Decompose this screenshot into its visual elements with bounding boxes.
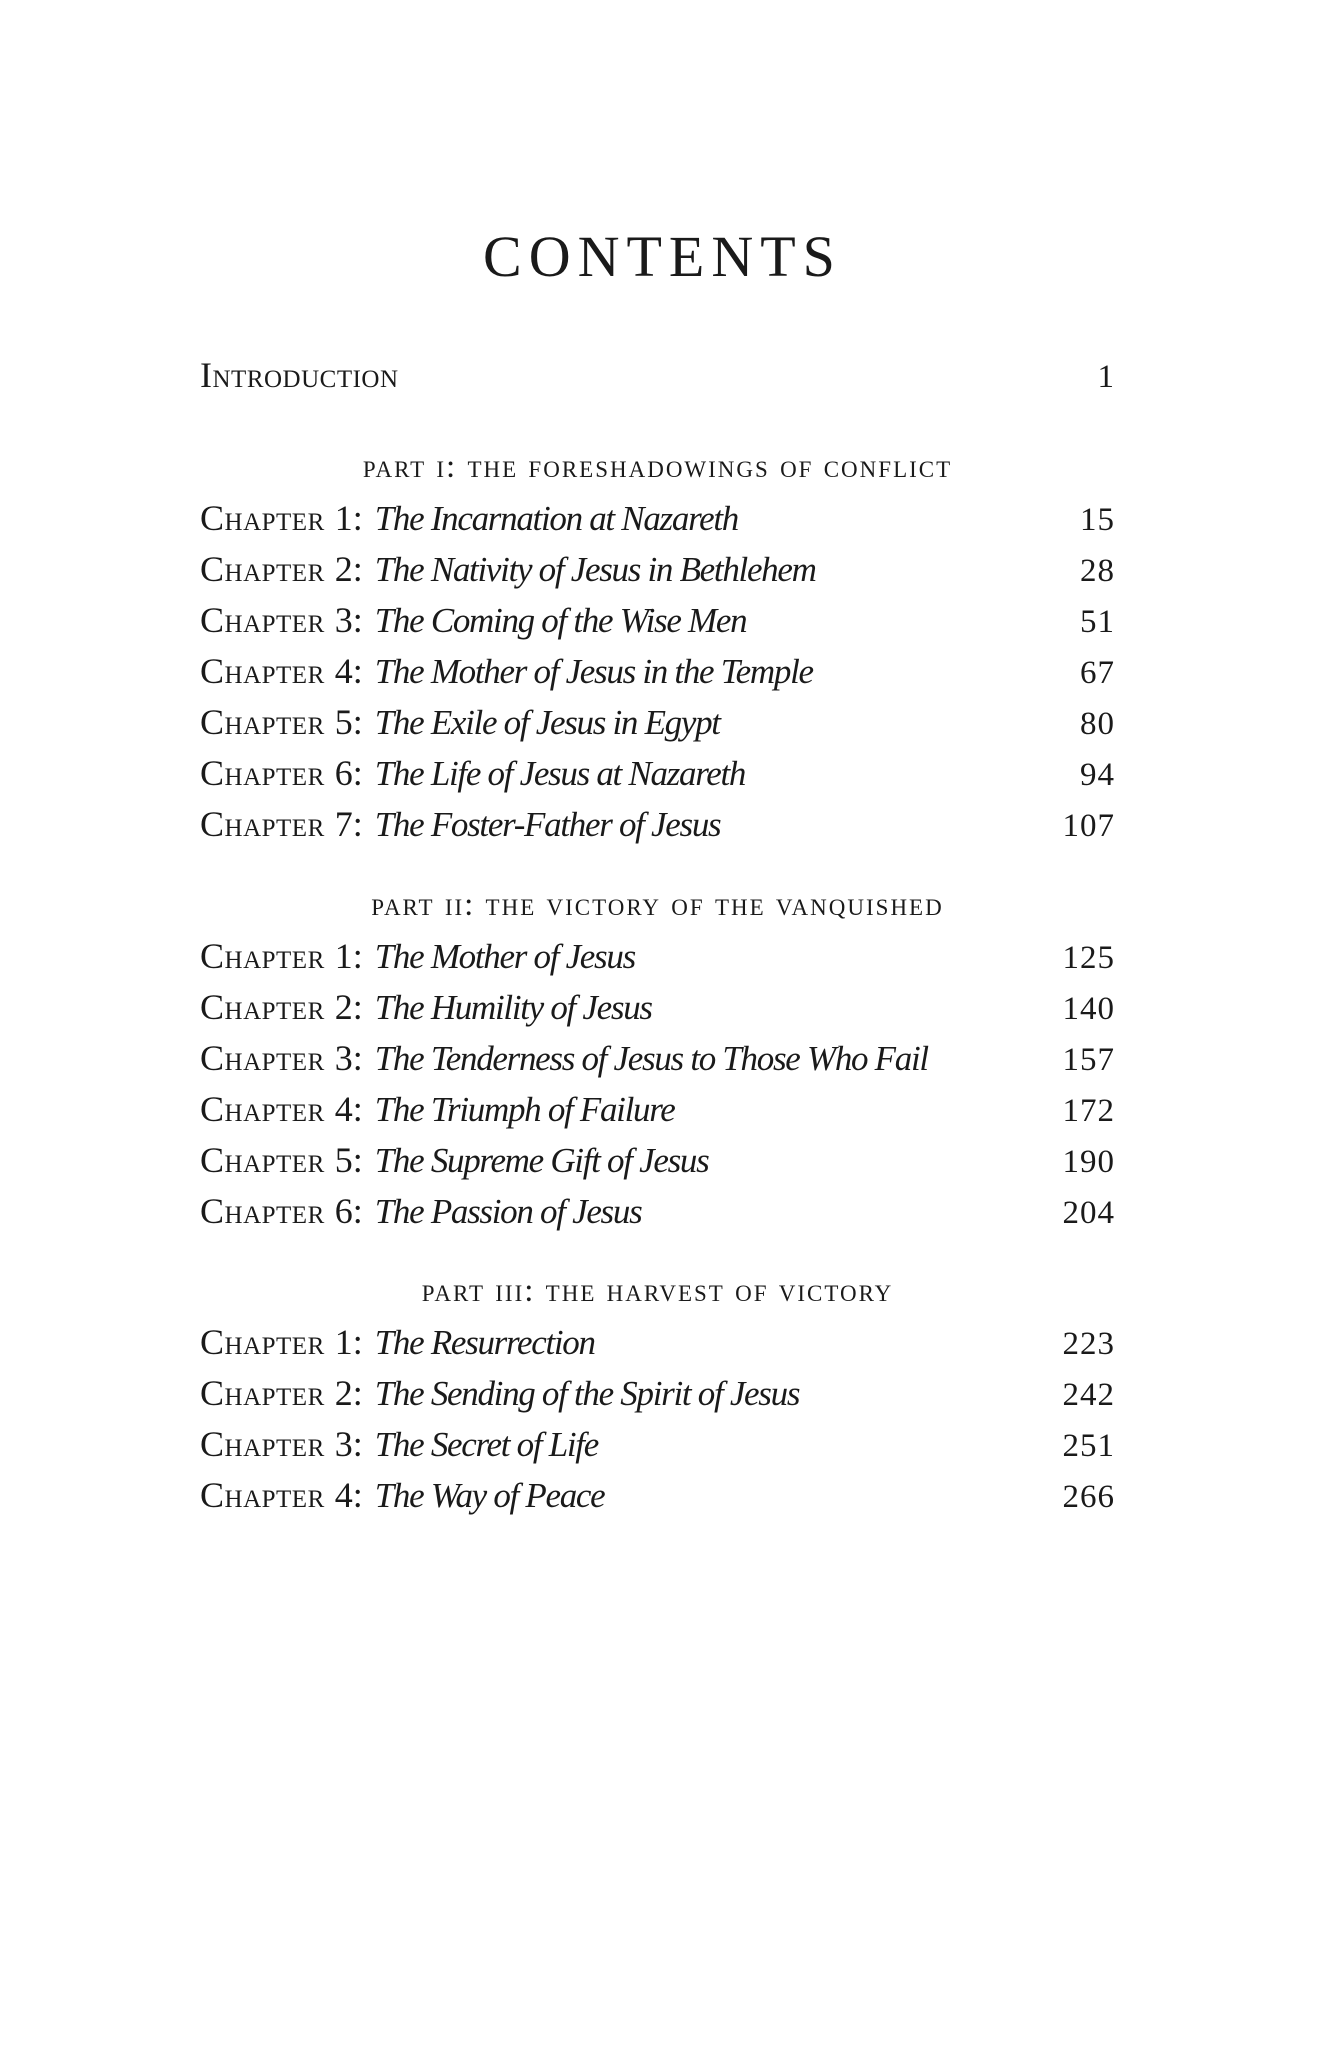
page-number: 242 (1062, 1377, 1115, 1413)
page-number: 204 (1062, 1195, 1115, 1231)
chapter-number: 3 (334, 1038, 353, 1078)
chapter-number: 7 (334, 804, 353, 844)
chapter-number: 1 (334, 498, 353, 538)
separator: : (352, 936, 363, 976)
chapter-label: Chapter (200, 1373, 325, 1413)
page-number: 157 (1062, 1042, 1115, 1078)
toc-chapter[interactable] (200, 1186, 1115, 1236)
page-number: 223 (1062, 1326, 1115, 1362)
chapter-title: The Supreme Gift of Jesus (374, 1141, 709, 1180)
toc-chapter[interactable] (200, 1084, 1115, 1134)
page-number: 28 (1080, 553, 1115, 589)
chapter-title: The Triumph of Failure (374, 1090, 675, 1129)
chapter-label: Chapter (200, 549, 325, 589)
page-number: 125 (1062, 940, 1115, 976)
part-heading: part iii: the harvest of victory (421, 1273, 894, 1309)
chapter-number: 2 (334, 987, 353, 1027)
toc-chapter[interactable] (200, 1317, 1115, 1367)
chapter-number: 4 (334, 1089, 353, 1129)
toc-chapter[interactable] (200, 931, 1115, 981)
toc-chapter[interactable] (200, 1135, 1115, 1185)
separator: : (352, 1322, 363, 1362)
toc-chapter[interactable] (200, 1470, 1115, 1520)
toc-chapter[interactable] (200, 982, 1115, 1032)
page-number: 190 (1062, 1144, 1115, 1180)
chapter-title: The Foster-Father of Jesus (374, 805, 721, 844)
separator: : (352, 1191, 363, 1231)
toc-chapter[interactable] (200, 697, 1115, 747)
chapter-title: The Exile of Jesus in Egypt (374, 703, 720, 742)
page-number: 80 (1080, 706, 1115, 742)
toc-chapter[interactable] (200, 646, 1115, 696)
chapter-number: 4 (334, 1475, 353, 1515)
chapter-title: The Way of Peace (374, 1476, 605, 1515)
chapter-title: The Life of Jesus at Nazareth (374, 754, 746, 793)
chapter-number: 1 (334, 1322, 353, 1362)
chapter-number: 4 (334, 651, 353, 691)
chapter-label: Chapter (200, 1089, 325, 1129)
toc-introduction[interactable] (200, 350, 1115, 400)
chapter-label: Chapter (200, 1424, 325, 1464)
chapter-title: The Mother of Jesus (374, 937, 635, 976)
part-heading: part i: the foreshadowings of conflict (362, 449, 953, 485)
separator: : (352, 1140, 363, 1180)
separator: : (352, 651, 363, 691)
chapter-label: Chapter (200, 1475, 325, 1515)
page-number: 67 (1080, 655, 1115, 691)
separator: : (352, 1089, 363, 1129)
page-number: 266 (1062, 1479, 1115, 1515)
separator: : (352, 1038, 363, 1078)
chapter-label: Chapter (200, 1038, 325, 1078)
chapter-title: The Passion of Jesus (374, 1192, 642, 1231)
separator: : (352, 1475, 363, 1515)
chapter-number: 5 (334, 1140, 353, 1180)
chapter-label: Chapter (200, 1191, 325, 1231)
chapter-label: Chapter (200, 651, 325, 691)
page-number: 51 (1080, 604, 1115, 640)
separator: : (352, 804, 363, 844)
chapter-number: 3 (334, 600, 353, 640)
toc-chapter[interactable] (200, 595, 1115, 645)
page-title: CONTENTS (483, 224, 842, 289)
separator: : (352, 987, 363, 1027)
chapter-title: The Sending of the Spirit of Jesus (374, 1374, 800, 1413)
toc-chapter[interactable] (200, 1368, 1115, 1418)
chapter-number: 2 (334, 549, 353, 589)
page-number: 1 (1097, 359, 1115, 395)
chapter-label: Chapter (200, 1322, 325, 1362)
page-number: 140 (1062, 991, 1115, 1027)
page-number: 251 (1062, 1428, 1115, 1464)
chapter-label: Chapter (200, 753, 325, 793)
chapter-title: The Resurrection (374, 1323, 595, 1362)
chapter-label: Chapter (200, 804, 325, 844)
chapter-number: 6 (334, 1191, 353, 1231)
chapter-label: Chapter (200, 936, 325, 976)
page-number: 94 (1080, 757, 1115, 793)
chapter-number: 2 (334, 1373, 353, 1413)
chapter-title: The Secret of Life (374, 1425, 598, 1464)
chapter-title: The Tenderness of Jesus to Those Who Fail (374, 1039, 928, 1078)
page-number: 172 (1062, 1093, 1115, 1129)
chapter-title: The Incarnation at Nazareth (374, 499, 738, 538)
chapter-label: Chapter (200, 498, 325, 538)
toc-chapter[interactable] (200, 1419, 1115, 1469)
chapter-number: 5 (334, 702, 353, 742)
separator: : (352, 753, 363, 793)
page-number: 15 (1080, 502, 1115, 538)
separator: : (352, 549, 363, 589)
separator: : (352, 702, 363, 742)
chapter-number: 6 (334, 753, 353, 793)
chapter-number: 3 (334, 1424, 353, 1464)
part-heading: part ii: the victory of the vanquished (371, 887, 944, 923)
toc-chapter[interactable] (200, 799, 1115, 849)
toc-chapter[interactable] (200, 1033, 1115, 1083)
chapter-label: Chapter (200, 600, 325, 640)
chapter-label: Chapter (200, 987, 325, 1027)
separator: : (352, 600, 363, 640)
separator: : (352, 1424, 363, 1464)
chapter-title: The Nativity of Jesus in Bethlehem (374, 550, 816, 589)
chapter-number: 1 (334, 936, 353, 976)
separator: : (352, 498, 363, 538)
chapter-title: The Humility of Jesus (374, 988, 652, 1027)
chapter-title: The Coming of the Wise Men (374, 601, 747, 640)
introduction-label: Introduction (200, 355, 399, 395)
separator: : (352, 1373, 363, 1413)
toc-chapter[interactable] (200, 748, 1115, 798)
chapter-label: Chapter (200, 702, 325, 742)
page-number: 107 (1062, 808, 1115, 844)
chapter-title: The Mother of Jesus in the Temple (374, 652, 813, 691)
toc-chapter[interactable] (200, 544, 1115, 594)
toc-chapter[interactable] (200, 493, 1115, 543)
chapter-label: Chapter (200, 1140, 325, 1180)
